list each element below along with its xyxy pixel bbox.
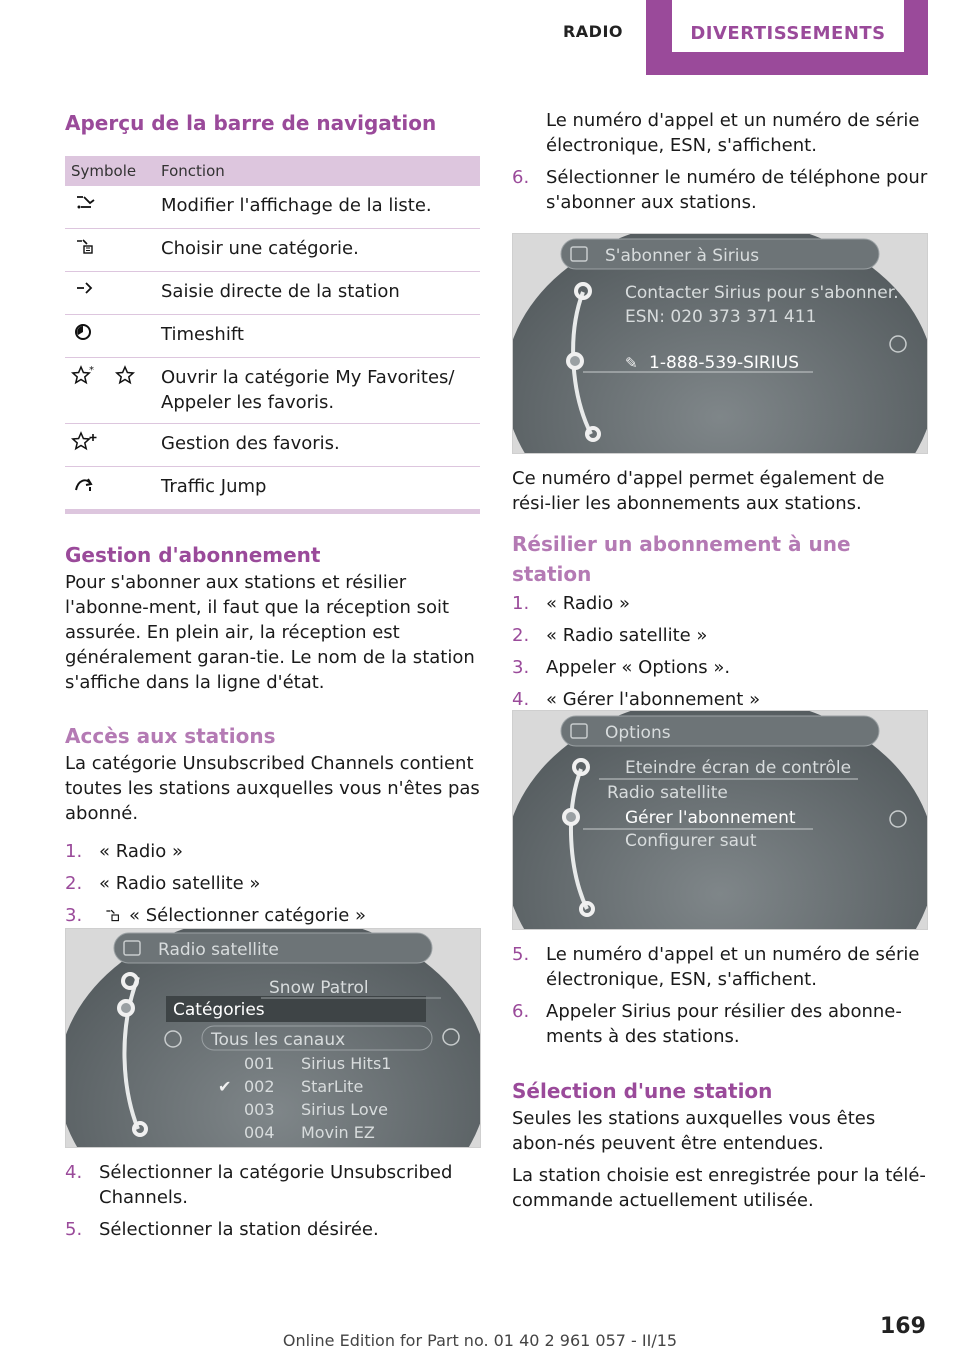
channel-name: Sirius Love <box>301 1100 388 1119</box>
traffic-jump-icon <box>65 467 155 510</box>
list-item: 2. « Radio satellite » <box>512 625 708 646</box>
function-text: Saisie directe de la station <box>155 272 480 315</box>
list-item: 6. Appeler Sirius pour résilier des abonne‐ments à des stations. <box>512 1001 902 1047</box>
subscription-body: Pour s'abonner aux stations et résilier l'abonne‐ment, il faut que la réception soit assurée. En plein air, la réception est généralement garan‐tie. Le nom de la station s'affiche dans la ligne d'état. <box>65 572 475 693</box>
screen-station: Snow Patrol <box>269 978 369 998</box>
access-body: La catégorie Unsubscribed Channels contient toutes les stations auxquelles vous n'êtes pas abonné. <box>65 753 480 824</box>
svg-text:✔: ✔ <box>218 1077 232 1096</box>
function-text: Choisir une catégorie. <box>155 229 480 272</box>
channel-num: 004 <box>244 1123 275 1142</box>
sirius-line1: Contacter Sirius pour s'abonner. <box>625 283 899 303</box>
col-function: Fonction <box>155 156 480 186</box>
subscription-title: Gestion d'abonnement <box>65 543 321 567</box>
function-text: Timeshift <box>155 315 480 358</box>
access-steps <box>65 839 480 928</box>
access-steps-after <box>65 1160 480 1249</box>
table-row <box>65 186 480 229</box>
channel-name: Movin EZ <box>301 1123 375 1142</box>
channel-num: 001 <box>244 1054 275 1073</box>
col-symbol: Symbole <box>65 156 155 186</box>
channel-num: 003 <box>244 1100 275 1119</box>
list-item: 5. Sélectionner la station désirée. <box>65 1219 379 1240</box>
manage-favorites-icon <box>65 424 155 467</box>
footer-note: Online Edition for Part no. 01 40 2 961 057 - II/15 <box>282 1331 678 1350</box>
table-header-row <box>65 156 480 186</box>
access-title: Accès aux stations <box>65 724 276 748</box>
table-row <box>65 358 480 424</box>
option-item: Radio satellite <box>607 783 728 803</box>
option-item-selected: Gérer l'abonnement <box>625 808 796 828</box>
list-item: 2. « Radio satellite » <box>65 873 261 894</box>
function-text: Modifier l'affichage de la liste. <box>155 186 480 229</box>
list-item: 3. « Sélectionner catégorie » <box>65 905 366 926</box>
screen-sirius-subscribe <box>512 233 928 454</box>
table-row <box>65 424 480 467</box>
tab-radio[interactable]: RADIO <box>562 22 624 41</box>
after-screen-text: Ce numéro d'appel permet également de rési‐lier les abonnements aux stations. <box>512 468 885 514</box>
category-icon <box>65 229 155 272</box>
timeshift-icon <box>65 315 155 358</box>
list-item: 1. « Radio » <box>65 841 184 862</box>
cancel-title: Résilier un abonnement à une station <box>512 532 851 586</box>
right-column <box>512 108 928 222</box>
screen-radio-satellite <box>65 928 481 1148</box>
tab-divertissements[interactable]: DIVERTISSEMENTS <box>672 0 904 52</box>
page-number: 169 <box>880 1314 926 1339</box>
screen-title: Options <box>605 723 671 743</box>
list-item: 6. Sélectionner le numéro de téléphone pour s'abonner aux stations. <box>512 167 928 213</box>
option-item: Eteindre écran de contrôle <box>625 758 852 778</box>
list-item: 3. Appeler « Options ». <box>512 657 731 678</box>
right-lower <box>512 942 928 1213</box>
list-item: Le numéro d'appel et un numéro de série électronique, ESN, s'affichent. <box>546 110 920 156</box>
list-item: 5. Le numéro d'appel et un numéro de série électronique, ESN, s'affichent. <box>512 944 920 990</box>
svg-text:✎: ✎ <box>625 354 638 372</box>
selection-title: Sélection d'une station <box>512 1079 773 1103</box>
table-row <box>65 272 480 315</box>
channel-name: Sirius Hits1 <box>301 1054 392 1073</box>
list-item: 4. « Gérer l'abonnement » <box>512 689 761 710</box>
sirius-line2: ESN: 020 373 371 411 <box>625 307 817 327</box>
function-text: Traffic Jump <box>155 467 480 510</box>
screen-category: Catégories <box>173 1000 265 1020</box>
left-column <box>65 108 480 935</box>
list-item: 1. « Radio » <box>512 593 631 614</box>
list-item: 4. Sélectionner la catégorie Unsubscribed Channels. <box>65 1162 453 1208</box>
favorites-icon <box>65 358 155 424</box>
screen-title: Radio satellite <box>158 940 279 960</box>
direct-entry-icon <box>65 272 155 315</box>
option-item: Configurer saut <box>625 831 757 851</box>
selection-body1: Seules les stations auxquelles vous êtes abon‐nés peuvent être entendues. <box>512 1108 876 1154</box>
channel-name: StarLite <box>301 1077 364 1096</box>
selection-body2: La station choisie est enregistrée pour la télé‐commande actuellement utilisée. <box>512 1165 926 1211</box>
svg-text:*: * <box>89 365 94 376</box>
sirius-phone: 1-888-539-SIRIUS <box>649 353 799 373</box>
category-icon <box>99 907 125 923</box>
table-row <box>65 315 480 358</box>
channel-num: 002 <box>244 1077 275 1096</box>
nav-overview-title: Aperçu de la barre de navigation <box>65 111 437 135</box>
screen-options <box>512 710 928 930</box>
screen-all-channels: Tous les canaux <box>211 1030 346 1050</box>
function-text: Gestion des favoris. <box>155 424 480 467</box>
right-after-screen <box>512 466 928 719</box>
table-row <box>65 467 480 510</box>
screen-title: S'abonner à Sirius <box>605 246 760 266</box>
function-text: Ouvrir la catégorie My Favorites/ Appeler les favoris. <box>155 358 480 424</box>
nav-table <box>65 156 480 510</box>
table-row <box>65 229 480 272</box>
list-view-icon <box>65 186 155 229</box>
